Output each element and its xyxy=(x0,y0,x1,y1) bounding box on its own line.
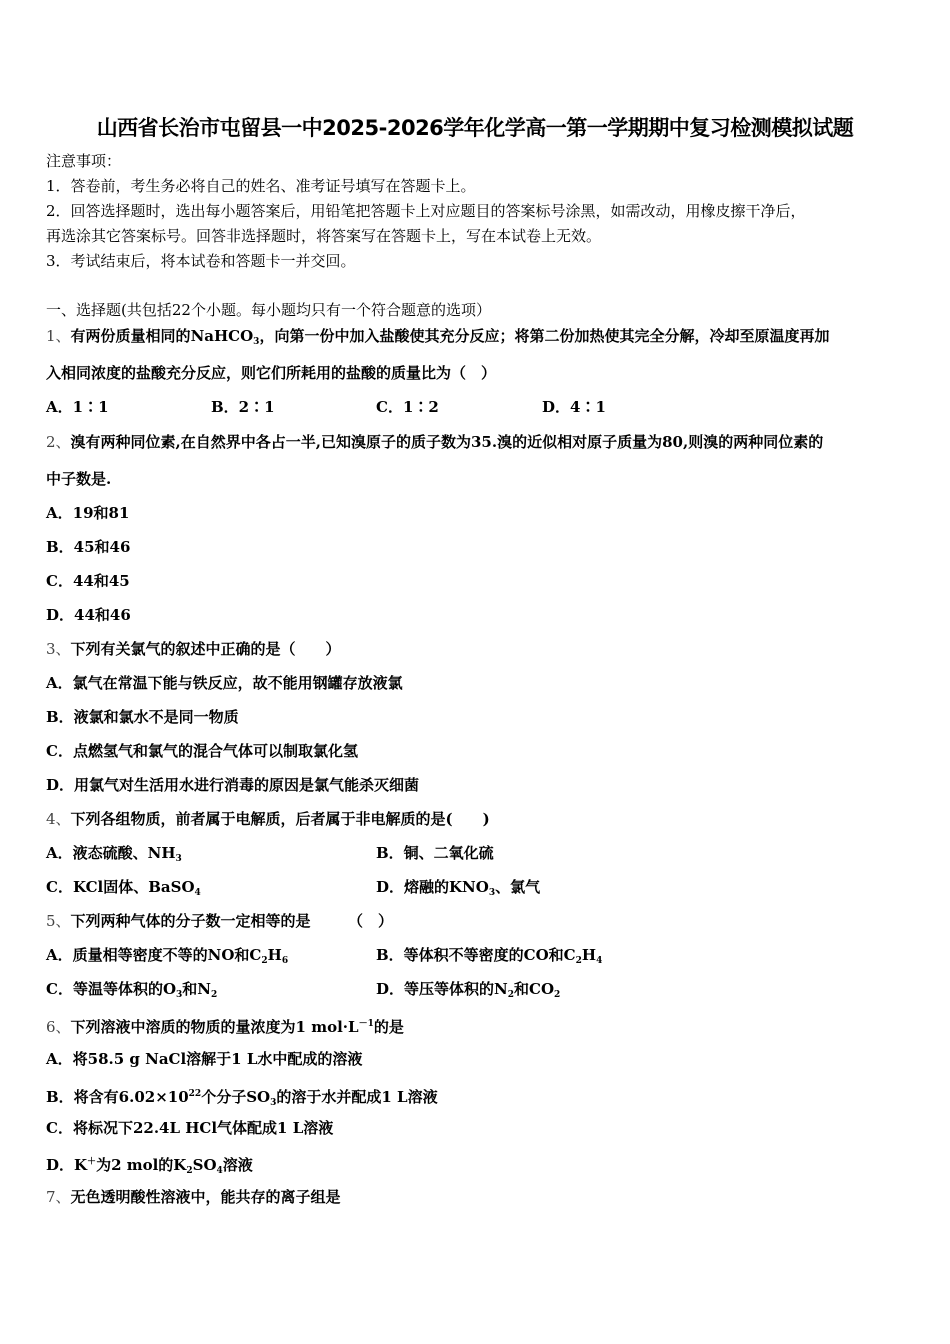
question-2-stem-cont: 中子数是. xyxy=(46,470,112,488)
notice-item: 再选涂其它答案标号。回答非选择题时，将答案写在答题卡上，写在本试卷上无效。 xyxy=(46,227,602,245)
question-6-stem: 6、下列溶液中溶质的物质的量浓度为1 $mol\cdot L^{-1}$的是 xyxy=(46,1018,404,1036)
section-heading: 一、选择题(共包括22个小题。每小题均只有一个符合题意的选项） xyxy=(46,301,491,319)
question-number: 7、 xyxy=(46,1188,71,1206)
question-1-option-d: D．4∶1 xyxy=(542,398,606,416)
question-number: 2、 xyxy=(46,433,71,451)
question-7-stem: 7、无色透明酸性溶液中，能共存的离子组是 xyxy=(46,1188,341,1206)
question-1-option-c: C．1∶2 xyxy=(376,398,439,416)
question-6-option-d: D．K＋为2 mol的$K_2SO_4$溶液 xyxy=(46,1156,253,1176)
question-number: 5、 xyxy=(46,912,71,930)
question-6-option-a: A．将58.5 g NaCl溶解于1 L水中配成的溶液 xyxy=(46,1050,363,1068)
question-number: 3、 xyxy=(46,640,71,658)
page-title: 山西省长治市屯留县一中2025-2026学年化学高一第一学期期中复习检测模拟试题 xyxy=(96,116,854,140)
question-1-option-a: A．1∶1 xyxy=(46,398,109,416)
question-3-option-c: C．点燃氢气和氯气的混合气体可以制取氯化氢 xyxy=(46,742,358,760)
question-4-option-b: B．铜、二氧化硫 xyxy=(376,844,494,862)
question-5-option-b: B．等体积不等密度的CO和$C_2H_4$ xyxy=(376,946,603,966)
question-number: 1、 xyxy=(46,327,71,345)
question-4-option-d: D．熔融的$KNO_3$、氯气 xyxy=(376,878,541,898)
question-4-stem: 4、下列各组物质，前者属于电解质，后者属于非电解质的是( ) xyxy=(46,810,490,828)
question-5-option-d: D．等压等体积的$N_2$和$CO_2$ xyxy=(376,980,561,1000)
question-3-option-d: D．用氯气对生活用水进行消毒的原因是氯气能杀灭细菌 xyxy=(46,776,420,794)
question-number: 4、 xyxy=(46,810,71,828)
question-6-option-b: B．将含有$6.02\times 10^{22}$个分子$SO_3$的溶于水并配成1 L溶液 xyxy=(46,1088,438,1108)
question-4-option-c: C．KCl固体、BaSO$_4$ xyxy=(46,878,201,898)
notice-item: 1．答卷前，考生务必将自己的姓名、准考证号填写在答题卡上。 xyxy=(46,177,476,195)
question-3-stem: 3、下列有关氯气的叙述中正确的是（ ） xyxy=(46,640,341,658)
question-5-stem: 5、下列两种气体的分子数一定相等的是 （ ） xyxy=(46,912,394,930)
question-2-option-a: A．19和81 xyxy=(46,504,130,522)
question-1-option-b: B．2∶1 xyxy=(211,398,275,416)
question-2-option-d: D．44和46 xyxy=(46,606,131,624)
question-1-stem: 1、有两份质量相同的NaHCO$_3$，向第一份中加入盐酸使其充分反应；将第二份加热使其完全分解，冷却至原温度再加 xyxy=(46,327,830,347)
question-number: 6、 xyxy=(46,1018,71,1036)
question-2-option-b: B．45和46 xyxy=(46,538,131,556)
question-2-stem: 2、溴有两种同位素,在自然界中各占一半,已知溴原子的质子数为35.溴的近似相对原子质量为80,则溴的两种同位素的 xyxy=(46,433,824,451)
question-3-option-a: A．氯气在常温下能与铁反应，故不能用钢罐存放液氯 xyxy=(46,674,403,692)
question-4-option-a: A．液态硫酸、$NH_3$ xyxy=(46,844,182,864)
question-6-option-c: C．将标况下22.4L HCl气体配成1 L溶液 xyxy=(46,1119,334,1137)
question-2-option-c: C．44和45 xyxy=(46,572,130,590)
question-5-option-c: C．等温等体积的$O_3$和$N_2$ xyxy=(46,980,218,1000)
notice-heading: 注意事项： xyxy=(46,152,122,170)
question-5-option-a: A．质量相等密度不等的NO和$C_2H_6$ xyxy=(46,946,289,966)
notice-item: 3．考试结束后，将本试卷和答题卡一并交回。 xyxy=(46,252,356,270)
question-3-option-b: B．液氯和氯水不是同一物质 xyxy=(46,708,239,726)
notice-item: 2．回答选择题时，选出每小题答案后，用铅笔把答题卡上对应题目的答案标号涂黑，如需改动，用橡皮擦干净后， xyxy=(46,202,806,220)
question-1-stem-cont: 入相同浓度的盐酸充分反应，则它们所耗用的盐酸的质量比为（ ） xyxy=(46,364,497,382)
